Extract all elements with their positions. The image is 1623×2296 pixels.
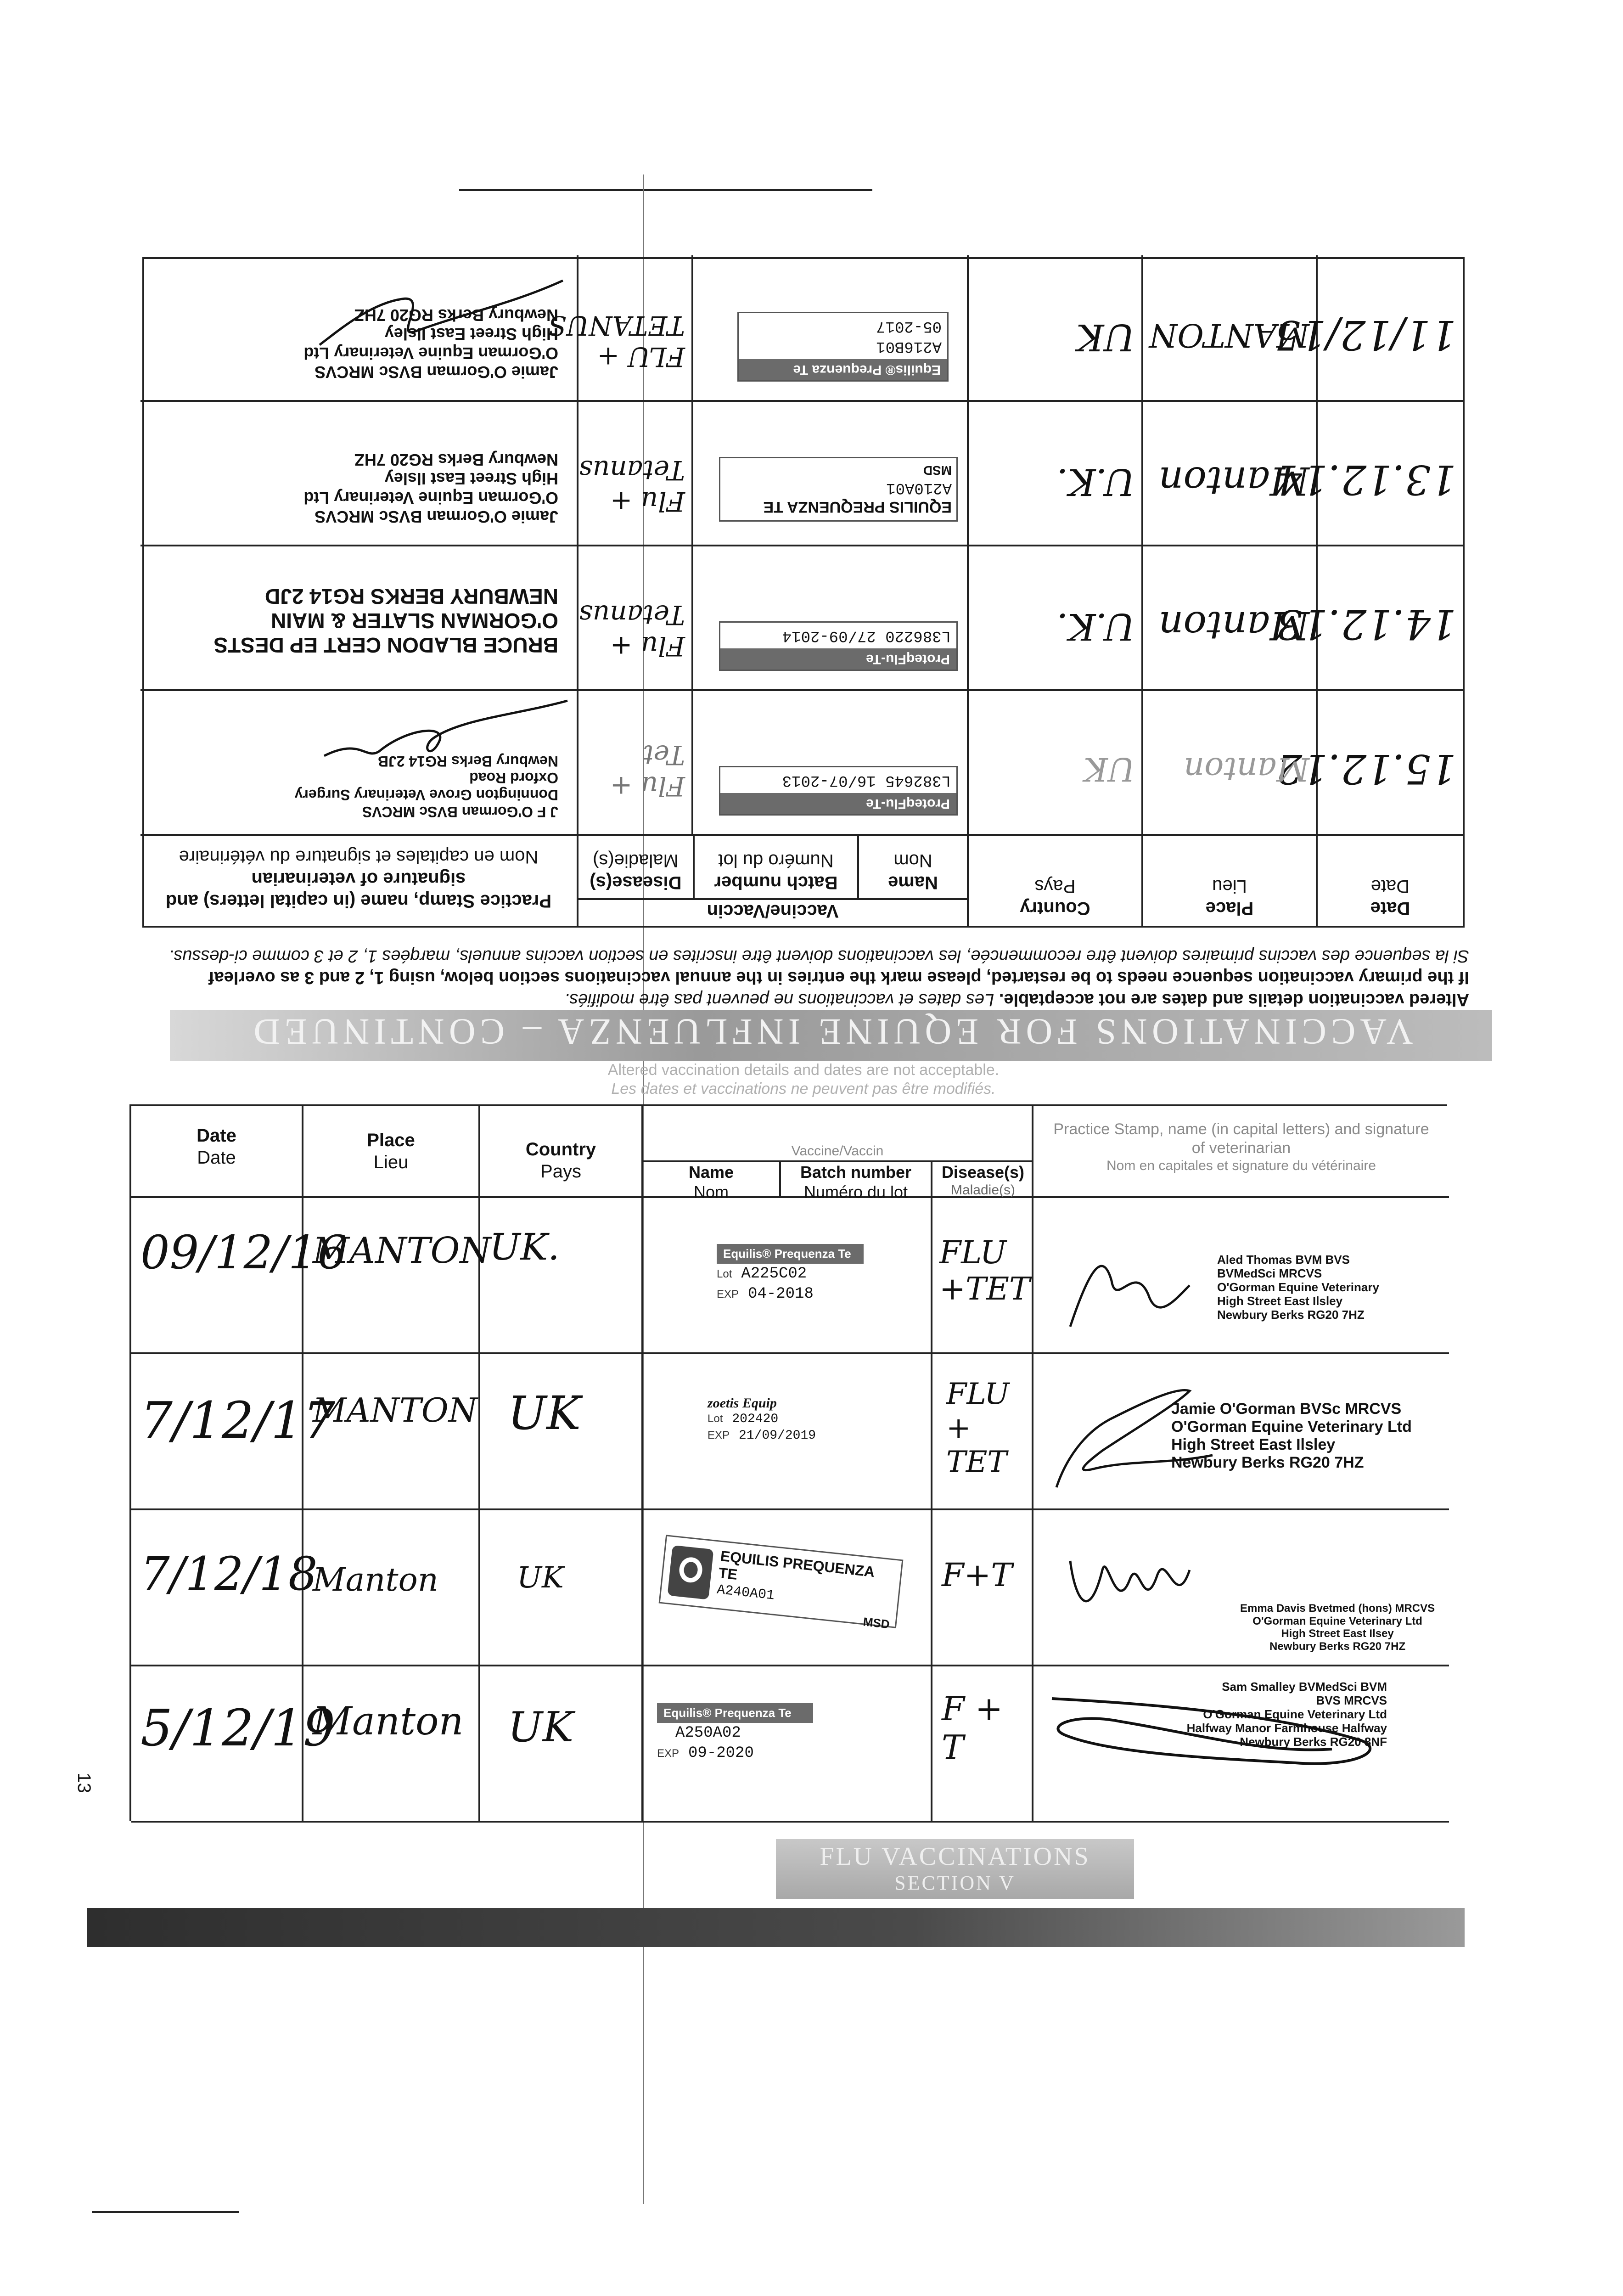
upper-header-place: Place Lieu	[1141, 836, 1316, 926]
upper-row-disease: FLU + TETANUS	[577, 255, 691, 400]
section-badge: FLU VACCINATIONS SECTION V	[776, 1839, 1134, 1899]
lower-row-place: MANTON	[303, 1198, 480, 1352]
signature-icon	[315, 692, 572, 765]
upper-row-place: Manton	[1141, 691, 1316, 834]
notice-restart: If the primary vaccination sequence needs to be restarted, please mark the entries in the annual vaccinations section below, using 1, 2 and 3 as overleaf	[208, 968, 1469, 988]
lower-header-country: Country Pays	[480, 1106, 643, 1196]
lower-row-date: 7/12/18	[131, 1510, 303, 1665]
top-rule	[459, 189, 872, 191]
upper-row-vaccine: Equilis® Prequenza Te A216B01 05-2017	[691, 255, 967, 400]
page-number: 13	[73, 1773, 94, 1793]
upper-row-country: UK	[967, 691, 1141, 834]
upper-row	[140, 400, 1463, 545]
lower-row-vaccine: Equilis® Prequenza Te A250A02 EXP 09-2020	[643, 1666, 932, 1821]
upper-header-stamp: Practice Stamp, name (in capital letters) and signature of veterinarian Nom en capitales et signature du vétérinaire	[165, 847, 552, 911]
notice-altered: Altered vaccination details and dates are not acceptable. Les dates et vaccinations ne peuvent pas être modifiés.	[564, 990, 1469, 1009]
banner-faint-text: Altered vaccination details and dates are not acceptable. Les dates et vaccinations ne peuvent pas être modifiés.	[607, 1061, 1000, 1097]
lower-header-place: Place Lieu	[303, 1106, 480, 1196]
lower-row-place: Manton	[303, 1510, 480, 1665]
lower-row	[131, 1198, 1449, 1354]
upper-row-country: U.K.	[967, 546, 1141, 689]
upper-row-stamp: Jamie O'Gorman BVSc MRCVS O'Gorman Equine Veterinary Ltd High Street East Ilsley Newbury Berks RG20 7HZ	[303, 450, 558, 526]
upper-row-date: 13.12.14	[1316, 402, 1463, 545]
lower-row-vaccine: Equilis® Prequenza Te Lot A225C02 EXP 04-2018	[643, 1198, 932, 1352]
lower-row-country: UK	[480, 1510, 643, 1665]
rotated-notices	[138, 932, 1469, 1010]
upper-row	[140, 545, 1463, 689]
equilis-logo-icon	[667, 1545, 713, 1600]
lower-row-disease: F+T	[932, 1510, 1033, 1665]
lower-row-place: Manton	[303, 1666, 480, 1821]
notice-restart-fr: Si la sequence des vaccins primaires doivent être recommencée, les vaccinations doivent être inscrites en section vaccins annuels, marqées 1, 2 et 3 comme ci-dessus.	[168, 946, 1469, 966]
dark-scan-band	[87, 1908, 1465, 1947]
upper-row-disease: Flu + Tetanus	[577, 546, 691, 689]
lower-row-vaccine: zoetis Equip Lot 202420 EXP 21/09/2019	[643, 1354, 932, 1508]
banner-mirrored: VACCINATIONS FOR EQUINE INFLUENZA – CONTINUED	[170, 1010, 1492, 1061]
lower-row-date: 09/12/16	[131, 1198, 303, 1352]
upper-row-date: 11/12/15	[1316, 255, 1463, 400]
upper-row	[140, 689, 1463, 834]
upper-row-place: MANTON	[1141, 255, 1316, 400]
upper-row-country: UK	[967, 255, 1141, 400]
upper-row-date: 14.12.13	[1316, 546, 1463, 689]
upper-header-country: Country Pays	[967, 836, 1141, 926]
signature-icon	[1061, 1542, 1199, 1643]
lower-row-stamp: Aled Thomas BVM BVS BVMedSci MRCVS O'Gorman Equine Veterinary High Street East Ilsley Newbury Berks RG20 7HZ	[1033, 1198, 1449, 1352]
lower-vaccination-table	[129, 1104, 1447, 1821]
upper-row-stamp: J F O'Gorman BVSc MRCVS Donnington Grove Veterinary Surgery Oxford Road Newbury Berks RG14 2JB	[140, 691, 577, 834]
lower-row	[131, 1354, 1449, 1510]
upper-vaccination-table	[142, 257, 1465, 928]
upper-row-disease: Flu + Tet	[577, 691, 691, 834]
upper-row-country: U.K.	[967, 402, 1141, 545]
lower-row-stamp: Jamie O'Gorman BVSc MRCVS O'Gorman Equine Veterinary Ltd High Street East Ilsley Newbury Berks RG20 7HZ	[1033, 1354, 1449, 1508]
upper-header-vaccine: Vaccine/Vaccin Name Nom Batch number Numéro du lot Disease(s) Maladie(s)	[577, 836, 967, 926]
lower-row-vaccine: EQUILIS PREQUENZA TE A240A01 MSD	[643, 1510, 932, 1665]
upper-row-vaccine: ProteqFlu-Te L382645 16/07-2013	[691, 691, 967, 834]
lower-row-country: UK	[480, 1666, 643, 1821]
bottom-rule	[92, 2211, 239, 2213]
signature-icon	[310, 267, 567, 349]
lower-row-country: UK.	[480, 1198, 643, 1352]
upper-row-disease: Flu + Tetanus	[577, 402, 691, 545]
upper-row-vaccine: EQUILIS PREQUENZA TE A210A01 MSD	[691, 402, 967, 545]
lower-row-place: MANTON	[303, 1354, 480, 1508]
lower-row	[131, 1510, 1449, 1666]
lower-header-row	[131, 1106, 1449, 1202]
lower-row-disease: FLU +TET	[932, 1198, 1033, 1352]
lower-header-stamp: Practice Stamp, name (in capital letters) and signature of veterinarian Nom en capitales et signature du vétérinaire	[1053, 1120, 1429, 1173]
upper-header-row	[140, 834, 1463, 926]
upper-row-stamp: Jamie O'Gorman BVSc MRCVS O'Gorman Equine Veterinary Ltd High Street East Ilsley Newbury Berks RG20 7HZ	[140, 255, 577, 400]
upper-row-vaccine: ProteqFlu-Te L386220 27/09-2014	[691, 546, 967, 689]
lower-row-date: 7/12/17	[131, 1354, 303, 1508]
lower-header-date: Date Date	[131, 1106, 303, 1196]
lower-header-vaccine: Vaccine/Vaccin Name Nom Batch number Numéro du lot Disease(s) Maladie(s)	[643, 1106, 1033, 1196]
upper-row	[140, 255, 1463, 400]
lower-row-stamp: Emma Davis Bvetmed (hons) MRCVS O'Gorman Equine Veterinary Ltd High Street East Ilsey Newbury Berks RG20 7HZ	[1033, 1510, 1449, 1665]
lower-row-disease: F + T	[932, 1666, 1033, 1821]
upper-row-date: 15.12.12	[1316, 691, 1463, 834]
signature-icon	[1061, 1244, 1199, 1336]
lower-row-date: 5/12/19	[131, 1666, 303, 1821]
lower-row-stamp: Sam Smalley BVMedSci BVM BVS MRCVS O'Gorman Equine Veterinary Ltd Halfway Manor Farmhouse Halfway Newbury Berks RG20 8NF	[1033, 1666, 1449, 1821]
lower-row-disease: FLU + TET	[932, 1354, 1033, 1508]
lower-row-country: UK	[480, 1354, 643, 1508]
lower-row	[131, 1666, 1449, 1823]
upper-row-place: Manton	[1141, 546, 1316, 689]
upper-row-place: Manton	[1141, 402, 1316, 545]
upper-row-stamp: BRUCE BLADON CERT EP DESTS O'GORMAN SLATER & MAIN NEWBURY BERKS RG14 2JD	[213, 585, 558, 657]
upper-header-date: Date Date	[1316, 836, 1463, 926]
